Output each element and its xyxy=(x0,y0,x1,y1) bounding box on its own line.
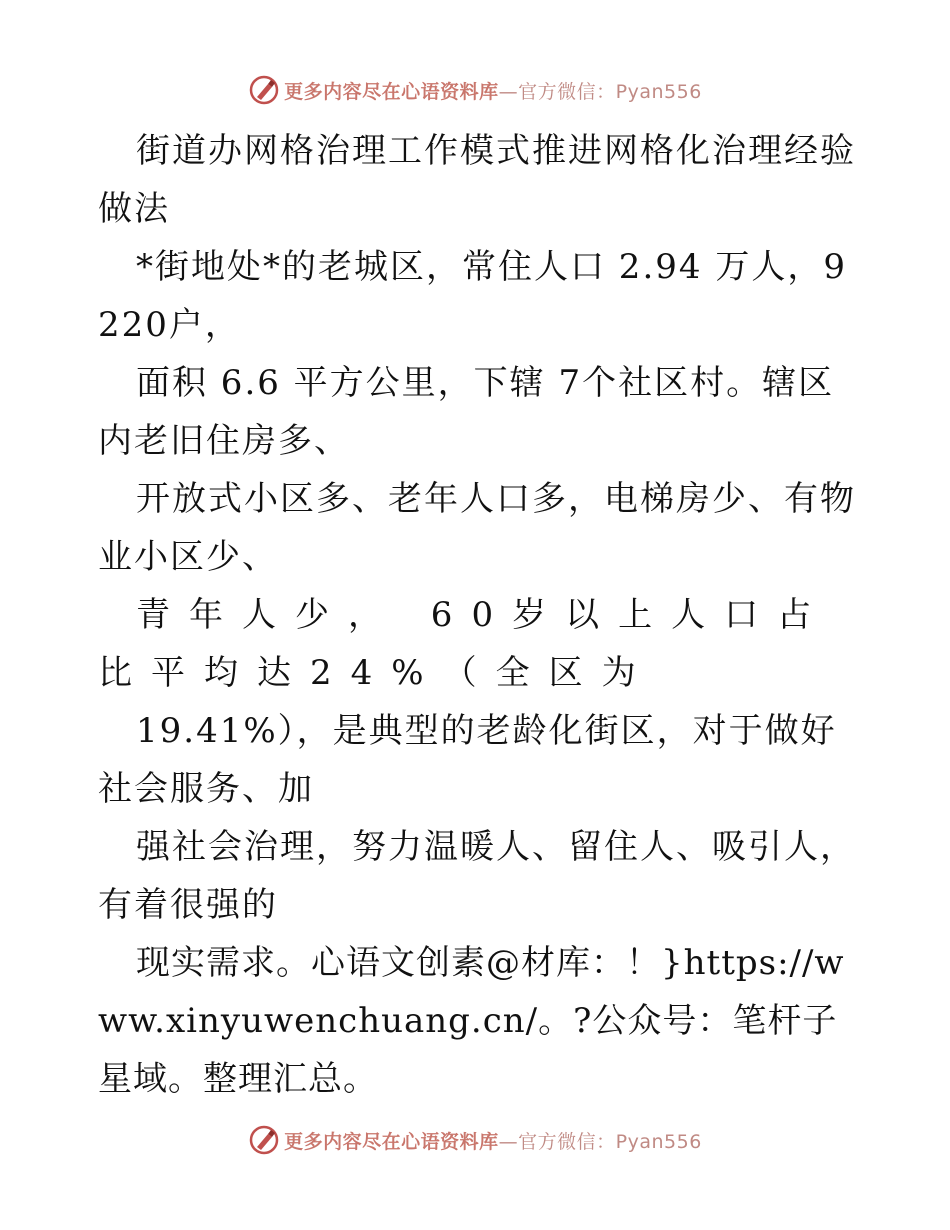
header-banner-text xyxy=(284,77,702,104)
pen-logo-icon xyxy=(248,1124,280,1156)
pen-logo-icon xyxy=(248,74,280,106)
header-banner xyxy=(0,72,950,108)
footer-banner-text xyxy=(284,1127,702,1154)
paragraph-area: 面积 6.6 平方公里，下辖 7个社区村。辖区内老旧住房多、 xyxy=(98,363,835,461)
paragraph-age-ratio: 青年人少， 60岁以上人口占比平均达24%（全区为 xyxy=(98,595,831,693)
paragraph-source: 现实需求。心语文创素@材库：！}https://www.xinyuwenchuang.cn/。?公众号：笔杆子星域。整理汇总。 xyxy=(98,943,845,1099)
paragraph-governance: 强社会治理，努力温暖人、留住人、吸引人，有着很强的 xyxy=(98,827,856,925)
header-brand: 更多内容尽在心语资料库 xyxy=(284,80,499,103)
document-title-paragraph: 街道办网格治理工作模式推进网格化治理经验做法 xyxy=(98,131,856,229)
footer-brand: 更多内容尽在心语资料库 xyxy=(284,1130,499,1153)
paragraph-population: *街地处*的老城区，常住人口 2.94 万人，9220户， xyxy=(98,247,847,345)
header-contact: —官方微信：Pyan556 xyxy=(498,80,702,103)
paragraph-housing: 开放式小区多、老年人口多，电梯房少、有物业小区少、 xyxy=(98,479,856,577)
footer-banner xyxy=(0,1122,950,1158)
paragraph-aging-district: 19.41%），是典型的老龄化街区，对于做好社会服务、加 xyxy=(98,711,837,809)
footer-contact: —官方微信：Pyan556 xyxy=(498,1130,702,1153)
document-body xyxy=(98,122,858,1108)
